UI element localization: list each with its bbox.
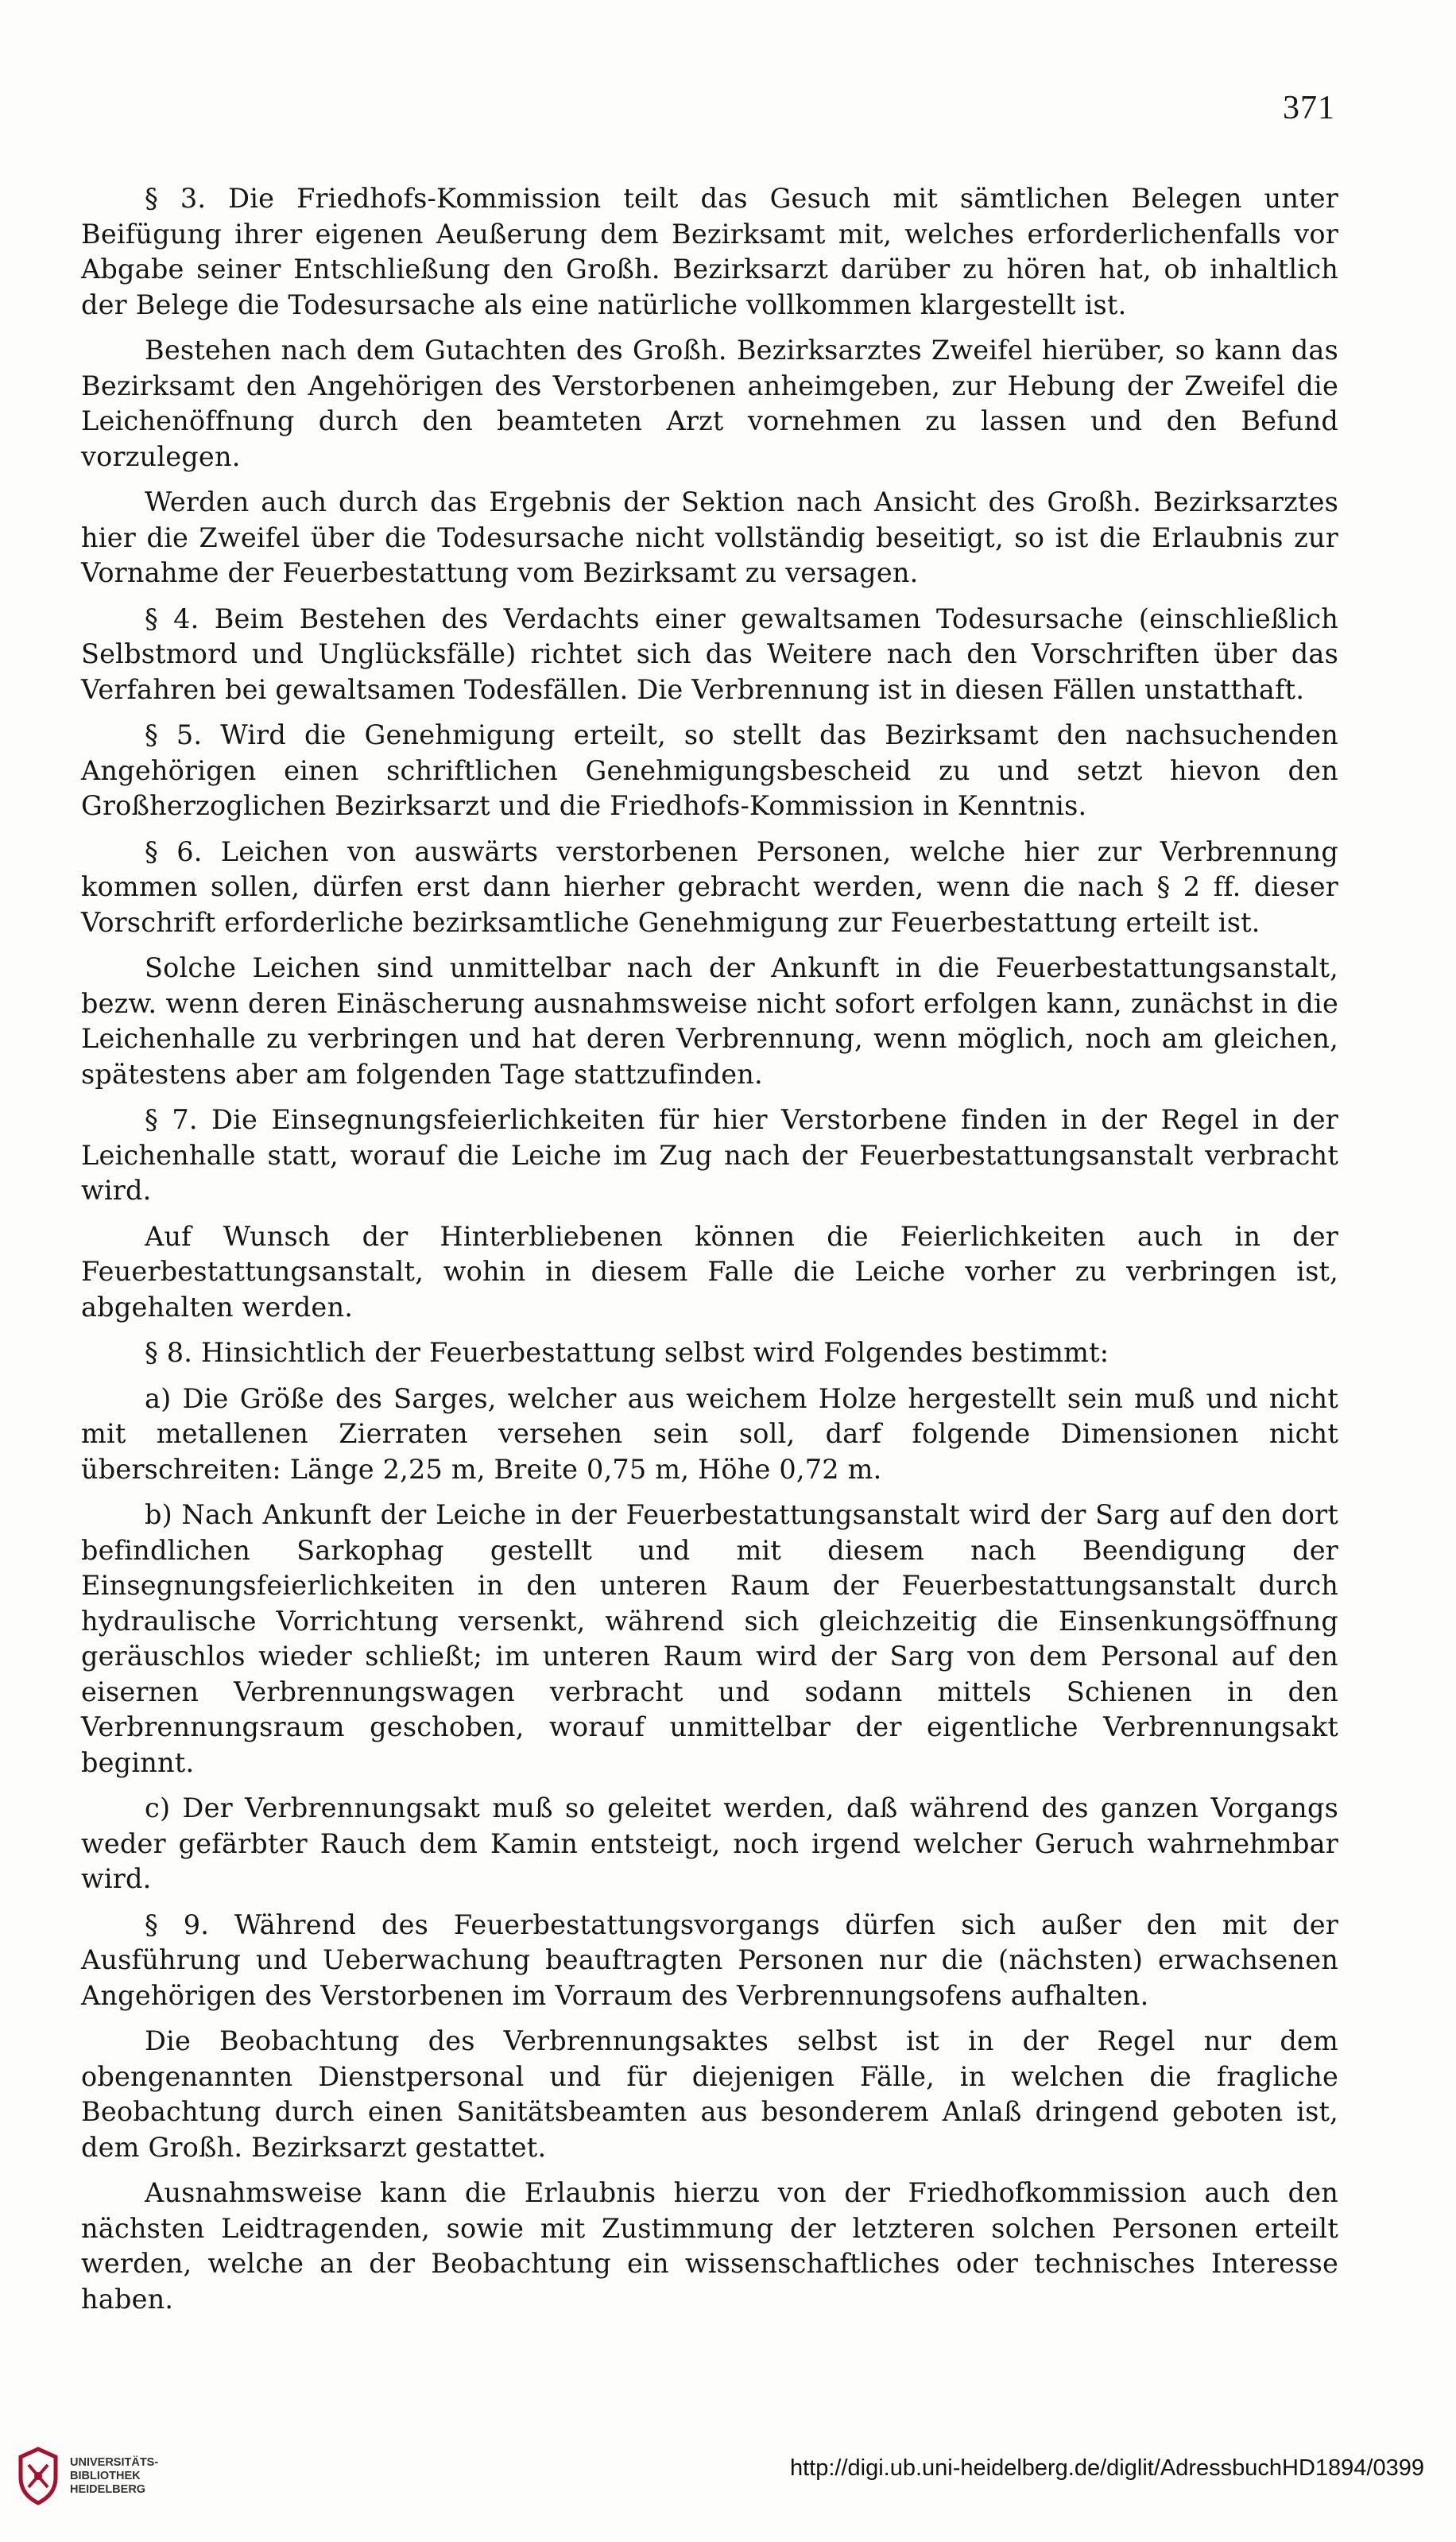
paragraph-section-8-c: c) Der Verbrennungsakt muß so geleitet werden, daß während des ganzen Vorgangs weder gefärbter Rauch dem Kamin entsteigt, noch irgend welcher Geruch wahrnehmbar wird. (81, 1792, 1338, 1894)
paragraph-section-3-refusal: Werden auch durch das Ergebnis der Sektion nach Ansicht des Großh. Bezirksarztes hier die Zweifel über die Todesursache nicht vollständig beseitigt, so ist die Erlaubnis zur Vornahme der Feuerbestattung vom Bezirksamt zu versagen. (81, 486, 1338, 588)
paragraph-section-5: § 5. Wird die Genehmigung erteilt, so stellt das Bezirksamt den nachsuchenden Angehörigen einen schriftlichen Genehmigungsbescheid zu und setzt hievon den Großherzoglichen Bezirksarzt und die Friedhofs-Kommission in Kenntnis. (81, 719, 1338, 821)
paragraph-section-6: § 6. Leichen von auswärts verstorbenen Personen, welche hier zur Verbrennung kommen sollen, dürfen erst dann hierher gebracht werden, wenn die nach § 2 ff. dieser Vorschrift erforderliche bezirksamtliche Genehmigung zur Feuerbestattung erteilt ist. (81, 835, 1338, 938)
body-text (81, 181, 1338, 2327)
paragraph-section-7-wish: Auf Wunsch der Hinterbliebenen können die Feierlichkeiten auch in der Feuerbestattungsanstalt, wohin in diesem Falle die Leiche vorher zu verbringen ist, abgehalten werden. (81, 1220, 1338, 1323)
footer (0, 2420, 1456, 2542)
paragraph-section-9: § 9. Während des Feuerbestattungsvorgangs dürfen sich außer den mit der Ausführung und Ueberwachung beauftragten Personen nur die (nächsten) erwachsenen Angehörigen des Verstorbenen im Vorraum des Verbrennungsofens aufhalten. (81, 1908, 1338, 2011)
university-seal-icon (16, 2446, 60, 2506)
paragraph-section-3: § 3. Die Friedhofs-Kommission teilt das Gesuch mit sämtlichen Belegen unter Beifügung ihrer eigenen Aeußerung dem Bezirksamt mit, welches erforderlichenfalls vor Abgabe seiner Entschließung den Großh. Bezirksarzt darüber zu hören hat, ob inhaltlich der Belege die Todesursache als eine natürliche vollkommen klargestellt ist. (81, 183, 1338, 320)
library-name-line-2: BIBLIOTHEK (70, 2469, 141, 2482)
library-name-line-1: UNIVERSITÄTS- (70, 2455, 159, 2469)
paragraph-section-6-corpses: Solche Leichen sind unmittelbar nach der Ankunft in die Feuerbestattungsanstalt, bezw. wenn deren Einäscherung ausnahmsweise nicht sofort erfolgen kann, zunächst in die Leichenhalle zu verbringen und hat deren Verbrennung, wenn möglich, noch am gleichen, spätestens aber am folgenden Tage stattzufinden. (81, 952, 1338, 1090)
library-name-line-3: HEIDELBERG (70, 2482, 146, 2496)
paragraph-section-3-doubt: Bestehen nach dem Gutachten des Großh. Bezirksarztes Zweifel hierüber, so kann das Bezirksamt den Angehörigen des Verstorbenen anheimgeben, zur Hebung der Zweifel die Leichenöffnung durch den beamteten Arzt vornehmen zu lassen und den Befund vorzulegen. (81, 335, 1338, 472)
library-name (70, 2456, 158, 2497)
source-url[interactable]: http://digi.ub.uni-heidelberg.de/diglit/AdressbuchHD1894/0399 (789, 2455, 1424, 2481)
paragraph-section-4: § 4. Beim Bestehen des Verdachts einer gewaltsamen Todesursache (einschließlich Selbstmord und Unglücksfälle) richtet sich das Weitere nach den Vorschriften über das Verfahren bei gewaltsamen Todesfällen. Die Verbrennung ist in diesen Fällen unstatthaft. (81, 603, 1338, 705)
paragraph-section-9-observation: Die Beobachtung des Verbrennungsaktes selbst ist in der Regel nur dem obengenannten Dienstpersonal und für diejenigen Fälle, in welchen die fragliche Beobachtung durch einen Sanitätsbeamten aus besonderem Anlaß dringend geboten ist, dem Großh. Bezirksarzt gestattet. (81, 2025, 1338, 2163)
paragraph-section-9-exception: Ausnahmsweise kann die Erlaubnis hierzu von der Friedhofkommission auch den nächsten Leidtragenden, sowie mit Zustimmung der letzteren solchen Personen erteilt werden, welche an der Beobachtung ein wissenschaftliches oder technisches Interesse haben. (81, 2177, 1338, 2315)
page-number: 371 (1283, 90, 1335, 126)
library-logo (16, 2446, 158, 2506)
paragraph-section-8: § 8. Hinsichtlich der Feuerbestattung selbst wird Folgendes bestimmt: (145, 1337, 1109, 1368)
paragraph-section-8-b: b) Nach Ankunft der Leiche in der Feuerbestattungsanstalt wird der Sarg auf den dort befindlichen Sarkophag gestellt und mit diesem nach Beendigung der Einsegnungsfeierlichkeiten in den unteren Raum der Feuerbestattungsanstalt durch hydraulische Vorrichtung versenkt, während sich gleichzeitig die Einsenkungsöffnung geräuschlos wieder schließt; im unteren Raum wird der Sarg von dem Personal auf den eisernen Verbrennungswagen verbracht und sodann mittels Schienen in den Verbrennungsraum geschoben, worauf unmittelbar der eigentliche Verbrennungsakt beginnt. (81, 1499, 1338, 1778)
paragraph-section-7: § 7. Die Einsegnungsfeierlichkeiten für hier Verstorbene finden in der Regel in der Leichenhalle statt, worauf die Leiche im Zug nach der Feuerbestattungsanstalt verbracht wird. (81, 1104, 1338, 1206)
paragraph-section-8-a: a) Die Größe des Sarges, welcher aus weichem Holze hergestellt sein muß und nicht mit metallenen Zierraten versehen sein soll, darf folgende Dimensionen nicht überschreiten: Länge 2,25 m, Breite 0,75 m, Höhe 0,72 m. (81, 1382, 1338, 1485)
